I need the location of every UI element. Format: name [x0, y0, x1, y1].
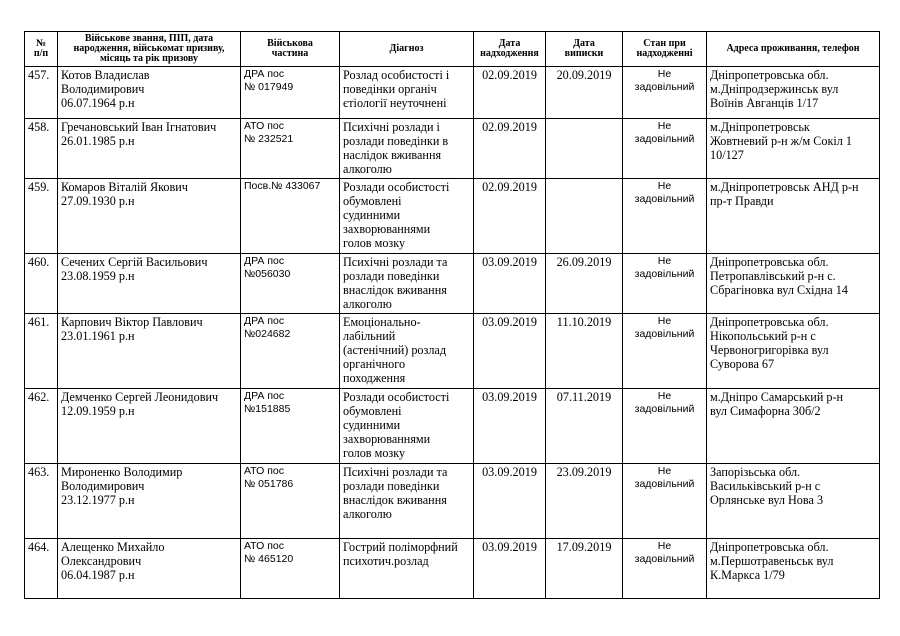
cell-military-unit	[241, 539, 340, 599]
cell-person	[58, 67, 241, 119]
cell-admission-date: 03.09.2019	[474, 254, 546, 314]
cell-diagnosis	[340, 179, 474, 254]
cell-line: м.Дніпропетровськ	[710, 120, 810, 134]
cell-line: лабільний	[343, 329, 396, 343]
cell-line: Дата	[573, 38, 595, 49]
cell-admission-state	[623, 254, 707, 314]
cell-diagnosis	[340, 119, 474, 179]
cell-line: Розлади особистості	[343, 180, 450, 194]
cell-line: Не	[657, 540, 672, 552]
cell-line: Не	[657, 315, 672, 327]
cell-address	[707, 539, 880, 599]
cell-line: задовільний	[634, 328, 695, 340]
cell-admission-state	[623, 389, 707, 464]
cell-diagnosis	[340, 314, 474, 389]
cell-military-unit	[241, 67, 340, 119]
cell-line: АТО пос	[244, 120, 284, 132]
cell-line: психотич.розлад	[343, 554, 429, 568]
table-row	[25, 67, 880, 119]
cell-discharge-date: 07.11.2019	[546, 389, 623, 464]
cell-number: 460.	[25, 254, 58, 314]
cell-line: Нікопольський р-н с	[710, 329, 816, 343]
cell-line: Дніпропетровська обл.	[710, 68, 829, 82]
header-military-unit	[241, 32, 340, 67]
cell-line: внаслідок вживання	[343, 493, 447, 507]
cell-line: АТО пос	[244, 540, 284, 552]
cell-line: Петропавлівський р-н с.	[710, 269, 836, 283]
cell-line: АТО пос	[244, 465, 284, 477]
header-row	[25, 32, 880, 67]
cell-line: 23.12.1977 р.н	[61, 493, 135, 507]
cell-line: захворюваннями	[343, 222, 431, 236]
cell-diagnosis	[340, 67, 474, 119]
cell-line: алкоголю	[343, 162, 392, 176]
cell-line: Володимирович	[61, 82, 145, 96]
cell-diagnosis	[340, 389, 474, 464]
cell-address	[707, 389, 880, 464]
cell-line: єтіології неуточнені	[343, 96, 447, 110]
cell-address	[707, 67, 880, 119]
cell-line: задовільний	[634, 478, 695, 490]
cell-line: поведінки органіч	[343, 82, 437, 96]
table-row	[25, 314, 880, 389]
cell-line: Не	[657, 255, 672, 267]
cell-line: розлади поведінки	[343, 479, 440, 493]
header-address	[707, 32, 880, 67]
cell-line: алкоголю	[343, 507, 392, 521]
cell-line: Військове звання, ПІП, дата	[84, 33, 214, 44]
cell-discharge-date: 23.09.2019	[546, 464, 623, 539]
cell-line: Жовтневий р-н ж/м Сокіл 1	[710, 134, 852, 148]
cell-military-unit	[241, 254, 340, 314]
cell-line: Воїнів Авганців 1/17	[710, 96, 819, 110]
cell-line: Гострий поліморфний	[343, 540, 458, 554]
cell-line: Демченко Сергей Леонидович	[61, 390, 219, 404]
cell-person	[58, 254, 241, 314]
header-admission-state	[623, 32, 707, 67]
cell-admission-date: 02.09.2019	[474, 119, 546, 179]
cell-number: 462.	[25, 389, 58, 464]
cell-military-unit	[241, 314, 340, 389]
cell-line: м.Дніпро Самарський р-н	[710, 390, 844, 404]
cell-discharge-date: 26.09.2019	[546, 254, 623, 314]
cell-line: Психічні розлади і	[343, 120, 440, 134]
cell-line: наслідок вживання	[343, 148, 442, 162]
cell-line: Володимирович	[61, 479, 145, 493]
cell-line: голов мозку	[343, 236, 406, 250]
cell-line: Запорізьська обл.	[710, 465, 801, 479]
cell-line: Гречановський Іван Ігнатович	[61, 120, 217, 134]
cell-person	[58, 119, 241, 179]
cell-line: 06.07.1964 р.н	[61, 96, 135, 110]
cell-line: №024682	[244, 328, 291, 340]
cell-address	[707, 179, 880, 254]
cell-line: Карпович Віктор Павлович	[61, 315, 203, 329]
cell-line: Дніпропетровська обл.	[710, 315, 829, 329]
cell-line: обумовлені	[343, 194, 402, 208]
cell-admission-date: 03.09.2019	[474, 389, 546, 464]
cell-admission-state	[623, 179, 707, 254]
patient-register-table	[24, 31, 880, 599]
cell-line: м.Дніпродзержинськ вул	[710, 82, 839, 96]
cell-person	[58, 389, 241, 464]
cell-admission-date: 02.09.2019	[474, 67, 546, 119]
table-row	[25, 389, 880, 464]
header-discharge-date	[546, 32, 623, 67]
cell-number: 463.	[25, 464, 58, 539]
cell-discharge-date: 20.09.2019	[546, 67, 623, 119]
cell-diagnosis	[340, 254, 474, 314]
cell-line: задовільний	[634, 268, 695, 280]
cell-line: Стан при	[643, 38, 686, 49]
cell-line: 27.09.1930 р.н	[61, 194, 135, 208]
cell-line: виписки	[564, 48, 604, 59]
cell-line: частина	[271, 48, 309, 59]
cell-line: Дніпропетровська обл.	[710, 540, 829, 554]
cell-line: походження	[343, 371, 406, 385]
cell-line: ДРА пос	[244, 390, 285, 402]
cell-line: розлади поведінки в	[343, 134, 449, 148]
cell-admission-state	[623, 464, 707, 539]
cell-line: Розлад особистості і	[343, 68, 450, 82]
cell-military-unit	[241, 119, 340, 179]
cell-admission-date: 02.09.2019	[474, 179, 546, 254]
cell-line: Червоногригорівка вул	[710, 343, 829, 357]
cell-line: вул Симафорна 30б/2	[710, 404, 821, 418]
cell-line: №056030	[244, 268, 291, 280]
table-row	[25, 254, 880, 314]
cell-line: № 465120	[244, 553, 294, 565]
header-number	[25, 32, 58, 67]
cell-address	[707, 314, 880, 389]
table-row	[25, 119, 880, 179]
cell-line: Васильківський р-н с	[710, 479, 821, 493]
cell-line: Мироненко Володимир	[61, 465, 183, 479]
cell-diagnosis	[340, 464, 474, 539]
cell-line: розлади поведінки	[343, 269, 440, 283]
cell-line: задовільний	[634, 403, 695, 415]
cell-person	[58, 179, 241, 254]
cell-line: 23.01.1961 р.н	[61, 329, 135, 343]
header-admission-date	[474, 32, 546, 67]
cell-line: надходженні	[636, 48, 693, 59]
cell-address	[707, 254, 880, 314]
cell-discharge-date	[546, 119, 623, 179]
cell-line: Адреса проживання, телефон	[726, 43, 860, 54]
cell-line: К.Маркса 1/79	[710, 568, 785, 582]
cell-line: ДРА пос	[244, 255, 285, 267]
cell-address	[707, 119, 880, 179]
cell-discharge-date: 17.09.2019	[546, 539, 623, 599]
cell-line: Суворова 67	[710, 357, 775, 371]
cell-line: №151885	[244, 403, 291, 415]
table-row	[25, 179, 880, 254]
cell-line: Не	[657, 68, 672, 80]
cell-diagnosis	[340, 539, 474, 599]
cell-number: 464.	[25, 539, 58, 599]
cell-line: № 051786	[244, 478, 294, 490]
cell-line: м.Дніпропетровськ АНД р-н	[710, 180, 859, 194]
cell-line: народження, військомат призиву,	[73, 43, 225, 54]
cell-admission-state	[623, 67, 707, 119]
cell-line: судинними	[343, 208, 401, 222]
cell-line: пр-т Правди	[710, 194, 774, 208]
cell-admission-date: 03.09.2019	[474, 314, 546, 389]
cell-admission-date: 03.09.2019	[474, 539, 546, 599]
cell-line: ДРА пос	[244, 68, 285, 80]
cell-military-unit	[241, 389, 340, 464]
cell-number: 459.	[25, 179, 58, 254]
cell-line: надходження	[480, 48, 539, 59]
cell-line: Сбрагіновка вул Східна 14	[710, 283, 848, 297]
cell-line: голов мозку	[343, 446, 406, 460]
cell-line: №	[35, 38, 47, 49]
cell-admission-state	[623, 119, 707, 179]
cell-person	[58, 314, 241, 389]
cell-number: 461.	[25, 314, 58, 389]
header-diagnosis	[340, 32, 474, 67]
cell-line: 06.04.1987 р.н	[61, 568, 135, 582]
cell-line: задовільний	[634, 133, 695, 145]
table-row	[25, 539, 880, 599]
cell-line: Не	[657, 180, 672, 192]
cell-number: 457.	[25, 67, 58, 119]
cell-line: Олександрович	[61, 554, 142, 568]
cell-address	[707, 464, 880, 539]
cell-line: № 017949	[244, 81, 294, 93]
cell-line: судинними	[343, 418, 401, 432]
cell-person	[58, 464, 241, 539]
cell-line: № 232521	[244, 133, 294, 145]
cell-line: Розлади особистості	[343, 390, 450, 404]
cell-line: Посв.№ 433067	[244, 180, 321, 192]
cell-person	[58, 539, 241, 599]
cell-admission-date: 03.09.2019	[474, 464, 546, 539]
cell-line: задовільний	[634, 553, 695, 565]
cell-line: м.Першотравеньськ вул	[710, 554, 834, 568]
cell-line: 10/127	[710, 148, 744, 162]
cell-line: місяць та рік призову	[100, 53, 198, 64]
cell-line: 12.09.1959 р.н	[61, 404, 135, 418]
cell-line: Психічні розлади та	[343, 255, 448, 269]
table-row	[25, 464, 880, 539]
cell-line: Котов Владислав	[61, 68, 150, 82]
cell-admission-state	[623, 539, 707, 599]
cell-line: Дата	[498, 38, 521, 49]
cell-line: обумовлені	[343, 404, 402, 418]
cell-line: Сечених Сергій Васильович	[61, 255, 208, 269]
cell-discharge-date	[546, 179, 623, 254]
header-person	[58, 32, 241, 67]
cell-line: Не	[657, 390, 672, 402]
cell-line: Орлянське вул Нова 3	[710, 493, 824, 507]
cell-line: 26.01.1985 р.н	[61, 134, 135, 148]
cell-line: Дніпропетровська обл.	[710, 255, 829, 269]
cell-line: захворюваннями	[343, 432, 431, 446]
cell-line: Не	[657, 465, 672, 477]
cell-military-unit	[241, 464, 340, 539]
cell-line: задовільний	[634, 81, 695, 93]
cell-line: Емоціонально-	[343, 315, 421, 329]
cell-line: алкоголю	[343, 297, 392, 311]
cell-admission-state	[623, 314, 707, 389]
cell-line: внаслідок вживання	[343, 283, 447, 297]
cell-line: задовільний	[634, 193, 695, 205]
cell-line: Діагноз	[389, 43, 424, 54]
cell-line: Психічні розлади та	[343, 465, 448, 479]
cell-line: п/п	[33, 48, 49, 59]
cell-line: Не	[657, 120, 672, 132]
cell-discharge-date: 11.10.2019	[546, 314, 623, 389]
cell-line: Комаров Віталій Якович	[61, 180, 188, 194]
cell-line: Військова	[267, 38, 313, 49]
cell-line: Алещенко Михайло	[61, 540, 165, 554]
cell-line: (астенічний) розлад	[343, 343, 447, 357]
cell-line: 23.08.1959 р.н	[61, 269, 135, 283]
cell-line: ДРА пос	[244, 315, 285, 327]
cell-number: 458.	[25, 119, 58, 179]
cell-line: органічного	[343, 357, 406, 371]
cell-military-unit	[241, 179, 340, 254]
table-body	[25, 67, 880, 599]
